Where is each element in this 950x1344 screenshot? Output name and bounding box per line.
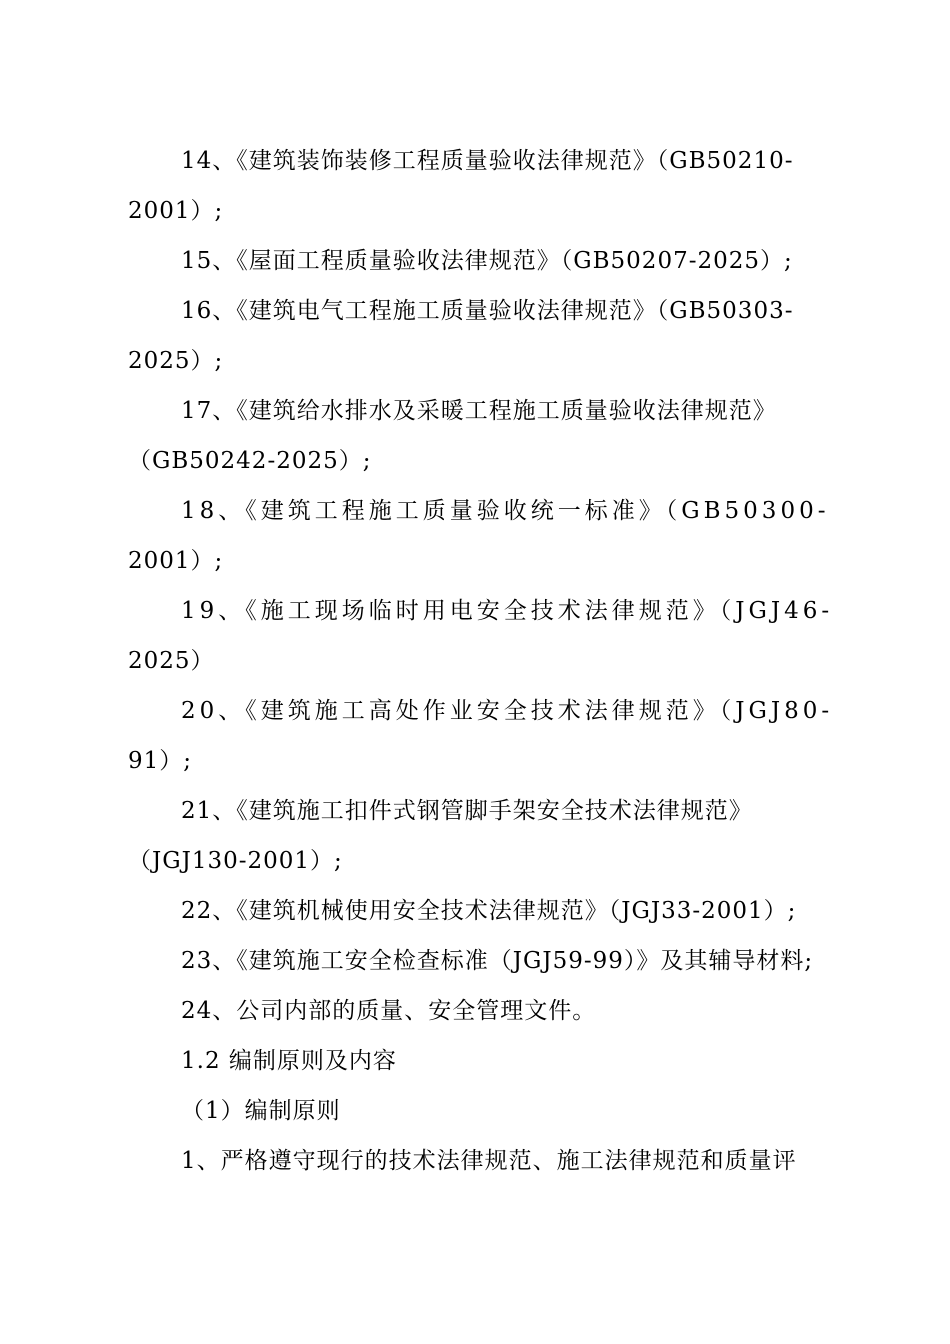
text-line: 23、《建筑施工安全检查标准（JGJ59-99）》及其辅导材料; — [181, 948, 814, 974]
section-heading: 1.2 编制原则及内容 — [181, 1048, 397, 1074]
text-line: 17、《建筑给水排水及采暖工程施工质量验收法律规范》 — [181, 398, 777, 424]
text-line: 15、《屋面工程质量验收法律规范》（GB50207-2025）; — [181, 248, 793, 274]
text-line: 16、《建筑电气工程施工质量验收法律规范》（GB50303- — [181, 298, 794, 324]
text-line: 2025）; — [128, 348, 224, 374]
text-line: （JGJ130-2001）; — [128, 848, 343, 874]
text-line: 24、公司内部的质量、安全管理文件。 — [181, 998, 597, 1024]
text-line: 91）; — [128, 748, 193, 774]
text-line: 2025） — [128, 648, 215, 674]
text-line: 19、《施工现场临时用电安全技术法律规范》（JGJ46- — [181, 598, 834, 624]
text-line: 1、严格遵守现行的技术法律规范、施工法律规范和质量评 — [181, 1148, 797, 1174]
text-line: 20、《建筑施工高处作业安全技术法律规范》（JGJ80- — [181, 698, 834, 724]
subsection-heading: （1）编制原则 — [181, 1098, 341, 1124]
text-line: 14、《建筑装饰装修工程质量验收法律规范》（GB50210- — [181, 148, 794, 174]
text-line: 22、《建筑机械使用安全技术法律规范》（JGJ33-2001）; — [181, 898, 797, 924]
text-line: 18、《建筑工程施工质量验收统一标准》（GB50300- — [181, 498, 830, 524]
text-line: 2001）; — [128, 548, 224, 574]
text-line: 21、《建筑施工扣件式钢管脚手架安全技术法律规范》 — [181, 798, 753, 824]
text-line: 2001）; — [128, 198, 224, 224]
text-line: （GB50242-2025）; — [128, 448, 372, 474]
